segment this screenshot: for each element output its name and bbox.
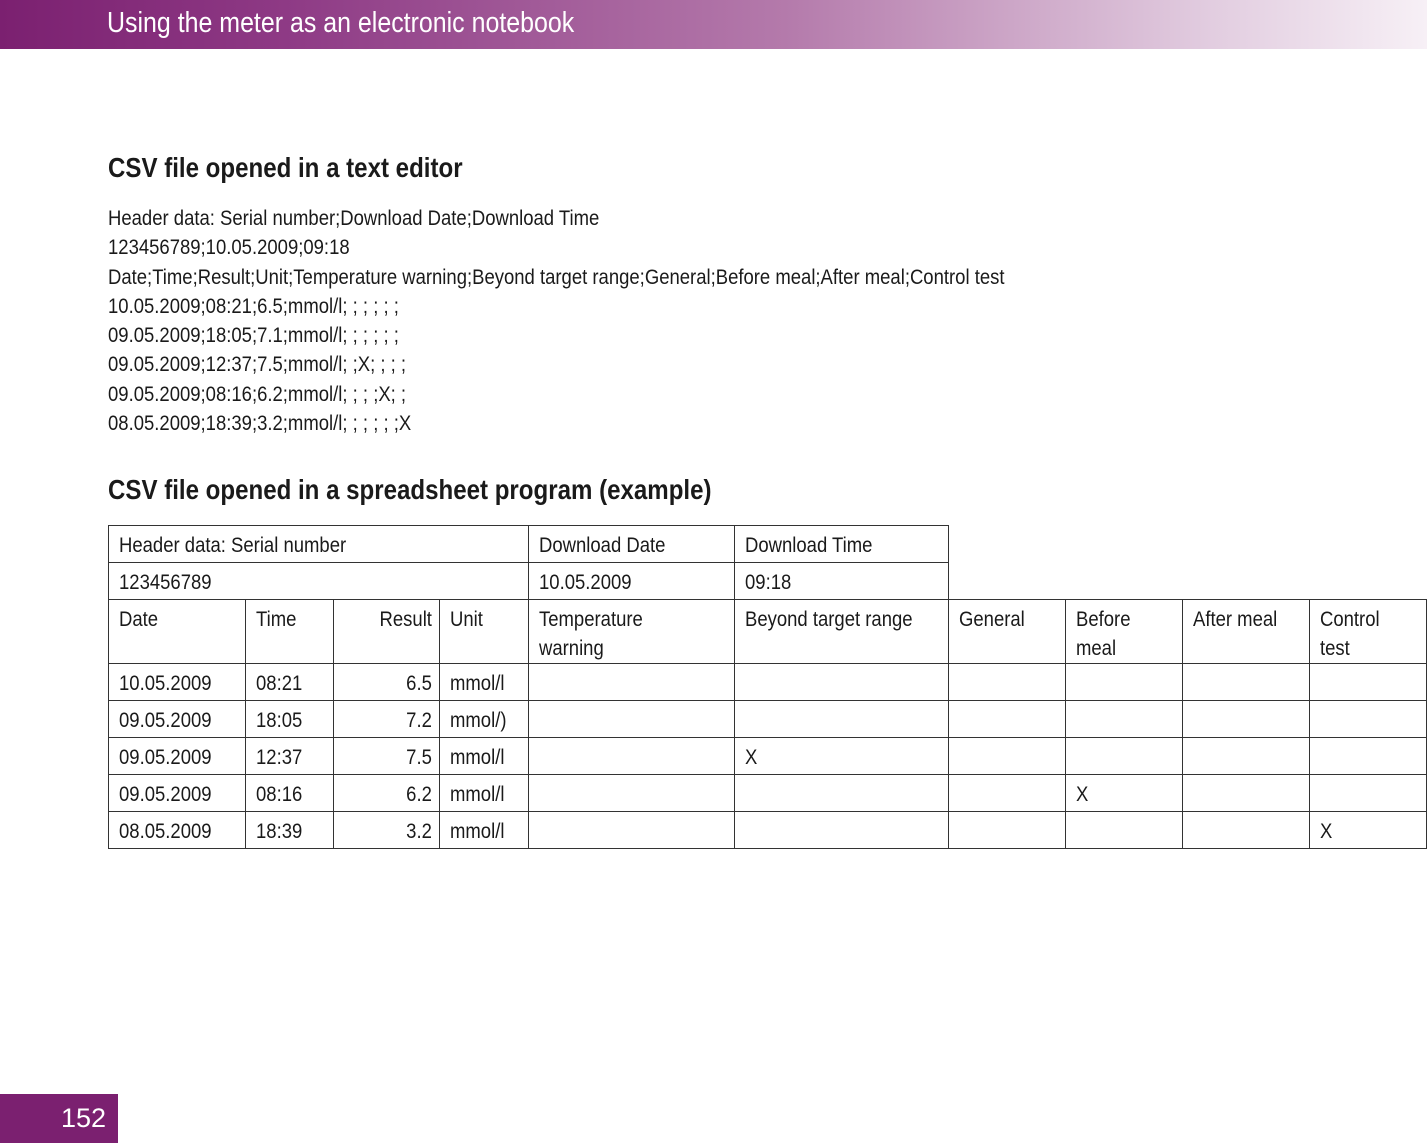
text-editor-section-heading: CSV file opened in a text editor <box>108 152 463 183</box>
table-row <box>109 701 1427 738</box>
table-cell: X <box>1310 812 1427 849</box>
table-cell: mmol/l <box>440 664 529 701</box>
table-cell <box>949 775 1066 812</box>
table-cell <box>529 738 735 775</box>
table-cell: 08:21 <box>246 664 334 701</box>
meta-label-cell: Download Time <box>735 526 949 563</box>
table-cell: 18:05 <box>246 701 334 738</box>
table-cell: mmol/l <box>440 738 529 775</box>
table-cell: 08.05.2009 <box>109 812 246 849</box>
column-header: Beyond target range <box>735 600 949 664</box>
table-cell <box>949 701 1066 738</box>
empty-area <box>949 526 1427 600</box>
table-cell <box>1066 664 1183 701</box>
page-number: 152 <box>0 1094 118 1143</box>
csv-line: 09.05.2009;12:37;7.5;mmol/l; ;X; ; ; ; <box>108 352 407 377</box>
table-cell <box>949 738 1066 775</box>
table-cell: 09.05.2009 <box>109 775 246 812</box>
meta-value-cell: 09:18 <box>735 563 949 600</box>
column-header: Control test <box>1310 600 1427 664</box>
table-cell <box>735 664 949 701</box>
table-cell: 7.2 <box>334 701 440 738</box>
meta-label-cell: Download Date <box>529 526 735 563</box>
table-cell: 7.5 <box>334 738 440 775</box>
column-header: Temperature warning <box>529 600 735 664</box>
table-row <box>109 738 1427 775</box>
column-header: Unit <box>440 600 529 664</box>
table-cell <box>1310 701 1427 738</box>
table-cell <box>949 812 1066 849</box>
table-row <box>109 812 1427 849</box>
csv-line: 09.05.2009;08:16;6.2;mmol/l; ; ; ;X; ; <box>108 381 407 406</box>
table-cell: 10.05.2009 <box>109 664 246 701</box>
table-cell <box>1066 701 1183 738</box>
table-cell <box>1310 775 1427 812</box>
table-cell <box>1310 664 1427 701</box>
spreadsheet-section-heading: CSV file opened in a spreadsheet program (example) <box>108 474 712 505</box>
csv-line: 123456789;10.05.2009;09:18 <box>108 235 350 260</box>
table-row <box>109 775 1427 812</box>
csv-line: Date;Time;Result;Unit;Temperature warning;Beyond target range;General;Before meal;After meal;Control test <box>108 264 1005 289</box>
table-cell <box>529 664 735 701</box>
table-cell <box>1183 701 1310 738</box>
table-cell: mmol/) <box>440 701 529 738</box>
table-cell <box>735 701 949 738</box>
table-cell: mmol/l <box>440 812 529 849</box>
column-header: Before meal <box>1066 600 1183 664</box>
table-cell <box>1183 664 1310 701</box>
table-cell <box>1066 738 1183 775</box>
table-cell <box>529 775 735 812</box>
table-cell: X <box>735 738 949 775</box>
page-header-title: Using the meter as an electronic notebook <box>107 7 575 39</box>
meta-label-cell: Header data: Serial number <box>109 526 529 563</box>
column-header: Date <box>109 600 246 664</box>
table-cell: 12:37 <box>246 738 334 775</box>
table-cell: 09.05.2009 <box>109 738 246 775</box>
table-cell: 08:16 <box>246 775 334 812</box>
spreadsheet-table <box>108 525 1427 849</box>
csv-line: Header data: Serial number;Download Date;Download Time <box>108 206 600 230</box>
table-cell <box>529 701 735 738</box>
table-row <box>109 664 1427 701</box>
table-cell <box>529 812 735 849</box>
table-cell: 18:39 <box>246 812 334 849</box>
table-cell <box>1183 738 1310 775</box>
column-header: Time <box>246 600 334 664</box>
page-header-bar <box>0 0 1427 49</box>
table-cell <box>949 664 1066 701</box>
csv-text-lines <box>108 204 1150 438</box>
csv-line: 10.05.2009;08:21;6.5;mmol/l; ; ; ; ; ; <box>108 293 399 318</box>
csv-line: 09.05.2009;18:05;7.1;mmol/l; ; ; ; ; ; <box>108 323 399 348</box>
csv-line: 08.05.2009;18:39;3.2;mmol/l; ; ; ; ; ;X <box>108 411 412 436</box>
header-data-row <box>109 526 1427 563</box>
table-cell <box>1066 812 1183 849</box>
table-cell <box>1183 775 1310 812</box>
table-cell <box>735 812 949 849</box>
meta-value-cell: 123456789 <box>109 563 529 600</box>
table-cell <box>1310 738 1427 775</box>
table-cell <box>735 775 949 812</box>
column-header: Result <box>334 600 440 664</box>
table-cell: 6.5 <box>334 664 440 701</box>
table-cell: 3.2 <box>334 812 440 849</box>
column-header: After meal <box>1183 600 1310 664</box>
table-cell: mmol/l <box>440 775 529 812</box>
table-cell <box>1183 812 1310 849</box>
table-cell: 6.2 <box>334 775 440 812</box>
table-cell: 09.05.2009 <box>109 701 246 738</box>
table-cell: X <box>1066 775 1183 812</box>
column-header: General <box>949 600 1066 664</box>
meta-value-cell: 10.05.2009 <box>529 563 735 600</box>
column-header-row <box>109 600 1427 664</box>
